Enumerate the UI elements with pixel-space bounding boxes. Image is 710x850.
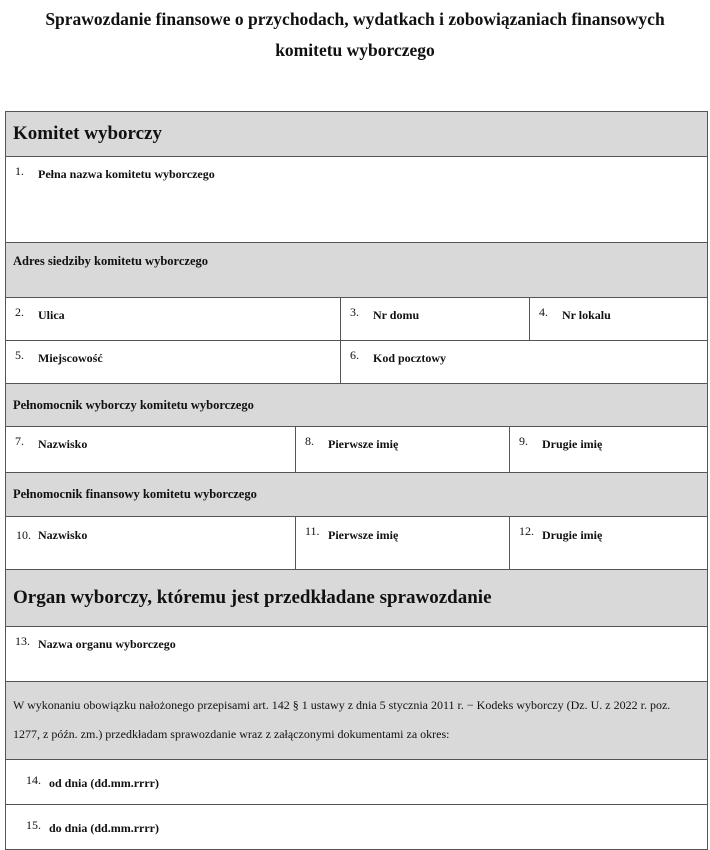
section-adres: [5, 243, 708, 298]
section-pelnomocnik-finansowy: [5, 473, 708, 517]
field-row-committee-name: [5, 157, 708, 243]
section-adres-heading: Adres siedziby komitetu wyborczego: [13, 254, 209, 268]
field-label: od dnia (dd.mm.rrrr): [49, 776, 159, 790]
financial-agent-first-name-field[interactable]: [296, 517, 510, 569]
field-number: 9.: [519, 434, 528, 448]
financial-agent-surname-field[interactable]: [6, 517, 296, 569]
field-number: 7.: [15, 434, 24, 448]
section-pelnomocnik-wyborczy-heading: Pełnomocnik wyborczy komitetu wyborczego: [13, 397, 254, 412]
field-number: 13.: [15, 634, 30, 648]
field-label: Ulica: [38, 308, 65, 322]
field-number: 14.: [26, 773, 41, 787]
section-pelnomocnik-wyborczy: [5, 384, 708, 427]
field-number: 3.: [350, 305, 359, 319]
election-agent-first-name-field[interactable]: [296, 427, 510, 472]
field-row-city: [5, 341, 708, 384]
field-number: 15.: [26, 818, 41, 832]
committee-name-field[interactable]: [6, 157, 707, 242]
field-number: 8.: [305, 434, 314, 448]
street-field[interactable]: [6, 298, 341, 340]
field-number: 10.: [16, 528, 31, 542]
section-organ: [5, 570, 708, 627]
section-pelnomocnik-finansowy-heading: Pełnomocnik finansowy komitetu wyborczego: [13, 487, 257, 501]
field-number: 12.: [519, 524, 534, 538]
title-line-2: komitetu wyborczego: [275, 40, 435, 60]
statement-row: [5, 682, 708, 760]
field-number: 2.: [15, 305, 24, 319]
field-number: 1.: [15, 164, 24, 178]
apartment-number-field[interactable]: [530, 298, 707, 340]
field-label: Nr lokalu: [562, 308, 611, 322]
field-label: Nazwa organu wyborczego: [38, 637, 176, 651]
section-komitet-heading: Komitet wyborczy: [13, 123, 162, 144]
house-number-field[interactable]: [341, 298, 530, 340]
section-organ-heading: Organ wyborczy, któremu jest przedkładane sprawozdanie: [13, 587, 492, 608]
electoral-body-name-field[interactable]: [6, 627, 707, 681]
field-label: Pierwsze imię: [328, 528, 399, 542]
field-label: Drugie imię: [542, 437, 603, 451]
field-number: 11.: [305, 524, 320, 538]
date-to-field[interactable]: [6, 805, 707, 849]
statement-text: W wykonaniu obowiązku nałożonego przepisami art. 142 § 1 ustawy z dnia 5 stycznia 2011 r. − Kodeks wyborczy (Dz. U. z 2022 r. poz. 1277, z późn. zm.) przedkładam sprawozdanie wraz z załączonymi dokumentami za okres:: [13, 698, 671, 741]
field-number: 5.: [15, 348, 24, 362]
section-komitet: [5, 111, 708, 157]
field-label: Pierwsze imię: [328, 437, 399, 451]
financial-agent-second-name-field[interactable]: [510, 517, 707, 569]
field-label: Kod pocztowy: [373, 351, 446, 365]
title-line-1: Sprawozdanie finansowe o przychodach, wydatkach i zobowiązaniach finansowych: [45, 9, 665, 29]
document-title: [0, 4, 710, 66]
field-label: Drugie imię: [542, 528, 603, 542]
field-label: Miejscowość: [38, 351, 103, 365]
field-row-date-to: [5, 805, 708, 850]
election-agent-surname-field[interactable]: [6, 427, 296, 472]
election-agent-second-name-field[interactable]: [510, 427, 707, 472]
city-field[interactable]: [6, 341, 341, 383]
field-label: do dnia (dd.mm.rrrr): [49, 821, 159, 835]
field-label: Nr domu: [373, 308, 420, 322]
field-row-electoral-body: [5, 627, 708, 682]
field-row-election-agent: [5, 427, 708, 473]
financial-report-form: [5, 111, 708, 850]
field-number: 6.: [350, 348, 359, 362]
field-label: Nazwisko: [38, 528, 88, 542]
postal-code-field[interactable]: [341, 341, 707, 383]
field-number: 4.: [539, 305, 548, 319]
field-label: Nazwisko: [38, 437, 88, 451]
field-row-date-from: [5, 760, 708, 805]
date-from-field[interactable]: [6, 760, 707, 804]
field-row-address: [5, 298, 708, 341]
field-label: Pełna nazwa komitetu wyborczego: [38, 167, 215, 181]
field-row-financial-agent: [5, 517, 708, 570]
